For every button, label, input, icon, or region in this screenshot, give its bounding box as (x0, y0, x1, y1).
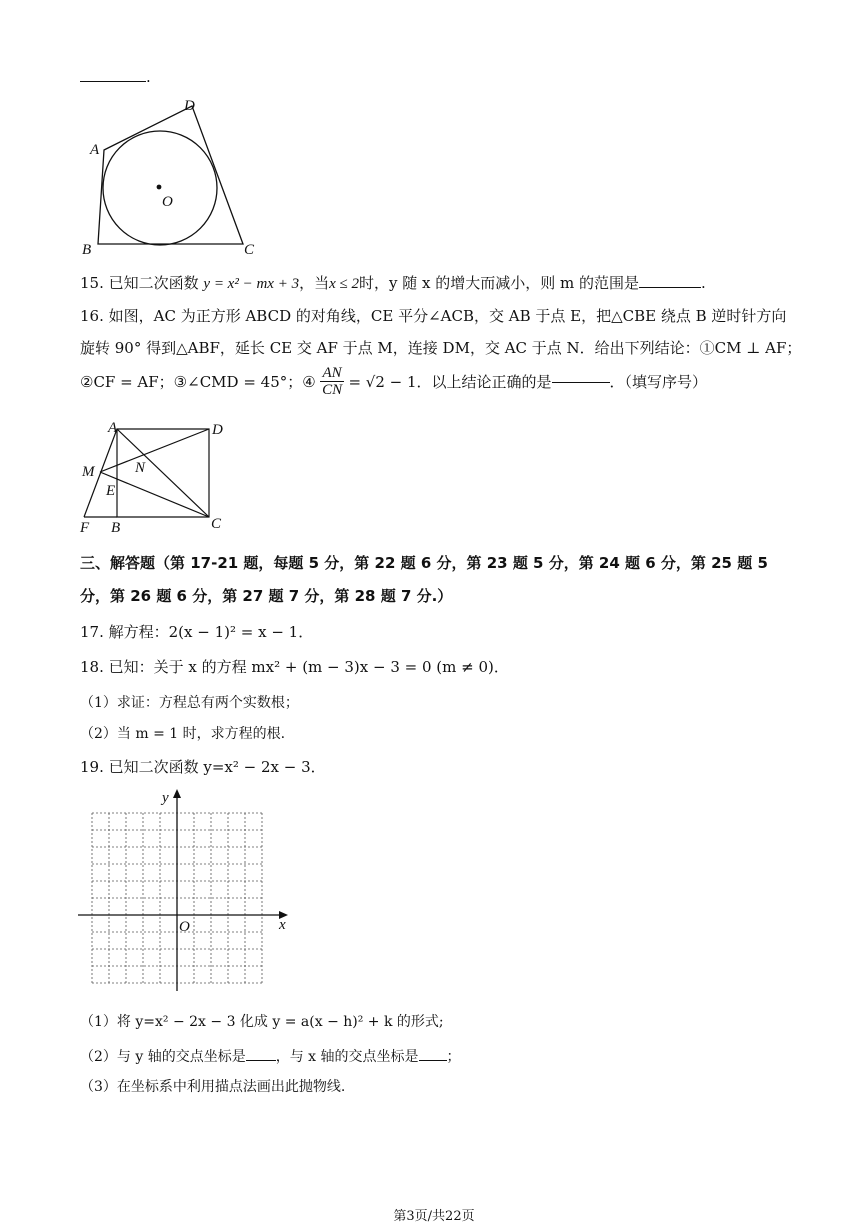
question-18-part2: （2）当 m = 1 时，求方程的根. (80, 726, 286, 742)
label-d: D (212, 422, 223, 438)
label-b: B (111, 520, 121, 536)
question-18: 18. 已知：关于 x 的方程 mx² + (m − 3)x − 3 = 0 (m ≠ 0)． (80, 658, 509, 676)
page-footer: 第3页/共22页 (393, 1209, 475, 1224)
label-f: F (80, 520, 90, 536)
question-16-line3: ②CF = AF；③∠CMD = 45°；④ $\frac{AN}{CN}$ = √2 − 1．以上结论正确的是 ．（填写序号） (80, 365, 708, 398)
question-15: 15. 已知二次函数 y = x² − mx + 3，当x ≤ 2时，y 随 x 的增大而减小，则 m 的范围是 . (80, 274, 706, 292)
question-19: 19. 已知二次函数 y=x² − 2x − 3． (80, 758, 326, 776)
x-axis-label: x (279, 917, 286, 933)
segment-mc (100, 472, 209, 517)
question-16-line1: 16. 如图，AC 为正方形 ABCD 的对角线，CE 平分∠ACB，交 AB 于点 E，把△CBE 绕点 B 逆时针方向 (80, 307, 787, 325)
question-19-part2: （2）与 y 轴的交点坐标是 ，与 x 轴的交点坐标是 ； (80, 1049, 461, 1065)
question-19-part3: （3）在坐标系中利用描点法画出此抛物线. (80, 1079, 346, 1095)
label-d: D (184, 98, 195, 114)
center-point-o (157, 185, 162, 190)
question-17: 17. 解方程：2(x − 1)² = x − 1． (80, 623, 314, 641)
origin-label: O (179, 919, 190, 935)
label-b: B (82, 242, 92, 258)
label-m: M (82, 464, 95, 480)
section-3-heading-line1: 三、解答题（第 17-21 题，每题 5 分，第 22 题 6 分，第 23 题 5 分，第 24 题 6 分，第 25 题 5 (80, 554, 768, 572)
label-a: A (90, 142, 100, 158)
coordinate-grid[interactable] (76, 786, 296, 996)
answer-blank-x-intercept[interactable] (419, 1059, 447, 1061)
answer-blank-16[interactable] (552, 381, 610, 383)
label-a: A (108, 420, 118, 436)
label-n: N (135, 460, 146, 476)
question-19-part1: （1）将 y=x² − 2x − 3 化成 y = a(x − h)² + k 的形式; (80, 1014, 444, 1030)
quadrilateral-abcd (98, 106, 243, 244)
answer-blank-y-intercept[interactable] (246, 1059, 276, 1061)
figure-square-abcd (76, 418, 236, 536)
figure-inscribed-circle (78, 92, 268, 262)
label-e: E (106, 483, 116, 499)
answer-blank-15[interactable] (639, 286, 701, 288)
y-axis-label: y (162, 790, 169, 806)
diagonal-ac (117, 429, 209, 517)
section-3-heading-line2: 分，第 26 题 6 分，第 27 题 7 分，第 28 题 7 分.） (80, 587, 453, 605)
label-c: C (244, 242, 255, 258)
label-c: C (211, 516, 222, 532)
prev-answer-blank: . (80, 68, 151, 86)
question-18-part1: （1）求证：方程总有两个实数根； (80, 695, 299, 711)
y-axis-arrow (173, 789, 181, 798)
label-o: O (162, 194, 173, 210)
question-16-line2: 旋转 90° 得到△ABF，延长 CE 交 AF 于点 M，连接 DM，交 AC 于点 N．给出下列结论：①CM ⊥ AF； (80, 339, 802, 357)
fraction-an-cn: $\frac{AN}{CN}$ (322, 365, 343, 398)
